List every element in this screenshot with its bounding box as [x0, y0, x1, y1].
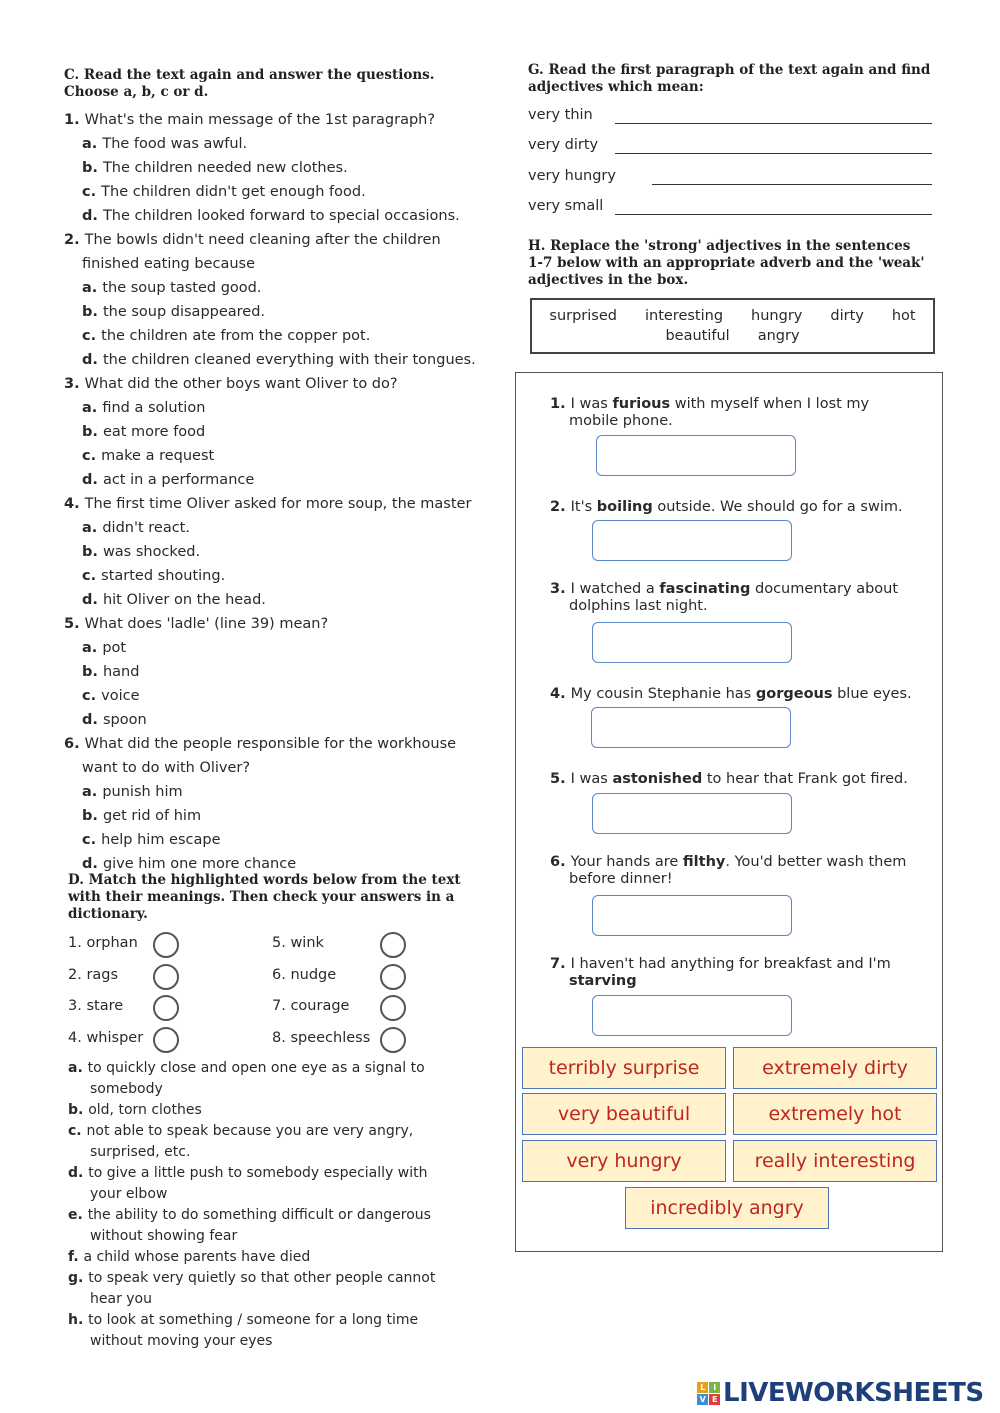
answer-tile[interactable]: really interesting: [733, 1140, 937, 1182]
question-label: The bowls didn't need cleaning after the children: [84, 232, 441, 248]
option-letter: d.: [82, 352, 103, 368]
definition-cont: without showing fear: [90, 1228, 238, 1244]
option-text: The children looked forward to special occasions.: [102, 208, 460, 224]
match-word: [68, 998, 123, 1014]
answer-tile[interactable]: terribly surprise: [522, 1047, 726, 1089]
answer-drop-box[interactable]: [592, 995, 792, 1036]
option-letter: a.: [82, 520, 103, 536]
sentence-number: 4.: [550, 686, 571, 702]
g-answer-line[interactable]: [615, 214, 932, 215]
section-g-heading: [528, 62, 930, 96]
answer-option[interactable]: [64, 132, 476, 156]
definition: [68, 1058, 435, 1100]
definition: [68, 1163, 435, 1205]
sentence-text: My cousin Stephanie has: [570, 686, 756, 702]
g-item-label: very small: [528, 198, 604, 214]
option-letter: a.: [82, 784, 103, 800]
sentence-text: to hear that Frank got fired.: [702, 771, 908, 787]
definition-line: [68, 1268, 435, 1289]
question-label: What's the main message of the 1st paragraph?: [84, 112, 436, 128]
sentence-line: [550, 581, 898, 598]
option-letter: a.: [82, 640, 103, 656]
logo-text: LIVEWORKSHEETS: [723, 1378, 984, 1408]
question-5: [64, 612, 476, 732]
answer-option[interactable]: [64, 828, 476, 852]
option-letter: a.: [82, 136, 103, 152]
section-d-title-line: dictionary.: [68, 906, 148, 922]
sentence-3: [550, 581, 898, 615]
answer-option[interactable]: [64, 636, 476, 660]
sentence-text: I haven't had anything for breakfast and I'm: [570, 956, 891, 972]
option-letter: b.: [82, 424, 103, 440]
sentence-5: [550, 771, 908, 788]
option-text: the children cleaned everything with their tongues.: [102, 352, 476, 368]
section-h-title-line: H. Replace the 'strong' adjectives in the sentences: [528, 238, 911, 254]
answer-option[interactable]: [64, 276, 476, 300]
definition-text: not able to speak because you are very angry,: [86, 1123, 414, 1139]
sentence-6: [550, 854, 906, 888]
answer-option[interactable]: [64, 444, 476, 468]
definition-letter: d.: [68, 1165, 89, 1181]
liveworksheets-logo: [697, 1378, 984, 1408]
option-text: hit Oliver on the head.: [102, 592, 266, 608]
match-word: [272, 935, 324, 951]
option-letter: c.: [82, 328, 102, 344]
match-word: [68, 967, 118, 983]
g-item-label: very dirty: [528, 137, 599, 153]
sentence-line-2: dolphins last night.: [569, 598, 708, 614]
strong-adjective: boiling: [596, 499, 653, 515]
definitions-list: [68, 1058, 435, 1352]
answer-tile[interactable]: incredibly angry: [625, 1187, 829, 1229]
answer-circle[interactable]: [153, 964, 179, 990]
word-label: courage: [290, 998, 350, 1014]
answer-circle[interactable]: [153, 995, 179, 1021]
question-text: [64, 732, 476, 756]
sentence-number: 7.: [550, 956, 571, 972]
option-letter: d.: [82, 712, 103, 728]
word-number: 5.: [272, 935, 291, 951]
option-text: voice: [101, 688, 140, 704]
match-word: [68, 1030, 143, 1046]
sentence-number: 2.: [550, 499, 571, 515]
answer-drop-box[interactable]: [592, 622, 792, 663]
answer-option[interactable]: [64, 780, 476, 804]
word-label: speechless: [290, 1030, 371, 1046]
option-letter: b.: [82, 664, 103, 680]
section-g-title-line: G. Read the first paragraph of the text again and find: [528, 62, 931, 78]
word-label: nudge: [290, 967, 337, 983]
option-letter: a.: [82, 280, 103, 296]
option-letter: d.: [82, 592, 103, 608]
answer-circle[interactable]: [380, 1027, 406, 1053]
sentence-line-2: mobile phone.: [569, 413, 673, 429]
definition-text: old, torn clothes: [88, 1102, 202, 1118]
question-text: [64, 372, 476, 396]
answer-option[interactable]: [64, 420, 476, 444]
option-text: eat more food: [102, 424, 206, 440]
definition-letter: f.: [68, 1249, 84, 1265]
word-number: 3.: [68, 998, 87, 1014]
section-c-heading: [64, 67, 435, 101]
answer-option[interactable]: [64, 588, 476, 612]
question-text-cont: finished eating because: [82, 256, 256, 272]
question-text: [64, 108, 476, 132]
definition-letter: g.: [68, 1270, 89, 1286]
sentence-line: [550, 956, 891, 973]
section-g-title-line: adjectives which mean:: [528, 79, 704, 95]
option-letter: d.: [82, 472, 103, 488]
section-d-title-line: with their meanings. Then check your answers in a: [68, 889, 455, 905]
box-word: beautiful: [665, 328, 730, 344]
answer-option[interactable]: [64, 804, 476, 828]
question-label: What did the other boys want Oliver to do?: [84, 376, 398, 392]
definition-line: [68, 1058, 435, 1079]
sentence-line: [550, 686, 912, 703]
answer-option[interactable]: [64, 396, 476, 420]
sentence-text: I was: [570, 396, 613, 412]
definition-letter: b.: [68, 1102, 89, 1118]
question-label: What did the people responsible for the workhouse: [84, 736, 457, 752]
option-text: the soup disappeared.: [102, 304, 266, 320]
question-number: 6.: [64, 736, 85, 752]
word-number: 4.: [68, 1030, 87, 1046]
option-letter: b.: [82, 160, 103, 176]
definition-line: [68, 1163, 435, 1184]
section-c-title: C. Read the text again and answer the questions.: [64, 67, 435, 83]
option-text: The children needed new clothes.: [102, 160, 348, 176]
sentence-text: I was: [570, 771, 613, 787]
definition-text: to look at something / someone for a long time: [88, 1312, 419, 1328]
word-label: wink: [290, 935, 324, 951]
g-answer-line[interactable]: [615, 123, 932, 124]
question-text: [64, 612, 476, 636]
definition-letter: e.: [68, 1207, 88, 1223]
word-label: orphan: [86, 935, 138, 951]
sentence-text: blue eyes.: [832, 686, 912, 702]
answer-option[interactable]: [64, 564, 476, 588]
option-text: pot: [102, 640, 127, 656]
box-word: surprised: [549, 308, 617, 324]
option-letter: d.: [82, 856, 103, 872]
answer-option[interactable]: [64, 540, 476, 564]
question-label: The first time Oliver asked for more soup, the master: [84, 496, 472, 512]
g-item-label: very thin: [528, 107, 593, 123]
question-6: [64, 732, 476, 876]
definition-line: [68, 1247, 435, 1268]
sentence-line: [550, 854, 906, 871]
match-word: [272, 1030, 370, 1046]
word-label: whisper: [86, 1030, 144, 1046]
answer-circle[interactable]: [380, 995, 406, 1021]
g-answer-line[interactable]: [615, 153, 932, 154]
option-letter: c.: [82, 448, 102, 464]
answer-option[interactable]: [64, 684, 476, 708]
option-letter: c.: [82, 688, 102, 704]
answer-option[interactable]: [64, 180, 476, 204]
sentence-text: Your hands are: [570, 854, 683, 870]
question-number: 4.: [64, 496, 85, 512]
answer-option[interactable]: [64, 324, 476, 348]
question-text: [64, 228, 476, 252]
word-label: rags: [86, 967, 119, 983]
sentence-line: [550, 771, 908, 788]
option-text: punish him: [102, 784, 183, 800]
section-h-title-line: adjectives in the box.: [528, 272, 689, 288]
answer-drop-box[interactable]: [592, 793, 792, 834]
answer-tile[interactable]: extremely hot: [733, 1093, 937, 1135]
option-letter: b.: [82, 544, 103, 560]
definition-text: a child whose parents have died: [83, 1249, 311, 1265]
option-text: started shouting.: [101, 568, 226, 584]
sentence-number: 6.: [550, 854, 571, 870]
definition-line: [68, 1121, 435, 1142]
sentence-text: . You'd better wash them: [725, 854, 907, 870]
word-number: 7.: [272, 998, 291, 1014]
definition-cont: hear you: [90, 1291, 152, 1307]
option-text: get rid of him: [102, 808, 202, 824]
definition-text: to quickly close and open one eye as a signal to: [87, 1060, 425, 1076]
option-letter: c.: [82, 832, 102, 848]
question-text-cont: want to do with Oliver?: [82, 760, 251, 776]
strong-adjective: filthy: [682, 854, 726, 870]
question-text: [64, 492, 476, 516]
sentence-2: [550, 499, 903, 516]
strong-adjective: furious: [612, 396, 671, 412]
definition: [68, 1100, 435, 1121]
answer-option[interactable]: [64, 348, 476, 372]
definition-letter: c.: [68, 1123, 87, 1139]
answer-option[interactable]: [64, 300, 476, 324]
definition: [68, 1205, 435, 1247]
option-text: The food was awful.: [102, 136, 248, 152]
sentence-line-2: before dinner!: [569, 871, 673, 887]
word-number: 2.: [68, 967, 87, 983]
section-d-title-line: D. Match the highlighted words below from the text: [68, 872, 461, 888]
definition: [68, 1121, 435, 1163]
option-text: make a request: [101, 448, 215, 464]
option-text: find a solution: [102, 400, 206, 416]
option-text: give him one more chance: [102, 856, 297, 872]
option-text: The children didn't get enough food.: [101, 184, 366, 200]
definition-text: the ability to do something difficult or dangerous: [87, 1207, 431, 1223]
answer-circle[interactable]: [380, 932, 406, 958]
option-text: the children ate from the copper pot.: [101, 328, 371, 344]
answer-drop-box[interactable]: [592, 895, 792, 936]
answer-option[interactable]: [64, 708, 476, 732]
definition: [68, 1247, 435, 1268]
definition-cont: your elbow: [90, 1186, 168, 1202]
box-word: hungry: [751, 308, 803, 324]
match-word: [68, 935, 138, 951]
match-word: [272, 967, 336, 983]
definition-cont: somebody: [90, 1081, 163, 1097]
answer-circle[interactable]: [153, 1027, 179, 1053]
question-2: [64, 228, 476, 372]
option-letter: b.: [82, 808, 103, 824]
answer-tile[interactable]: extremely dirty: [733, 1047, 937, 1089]
section-c-questions: [64, 108, 476, 876]
logo-badge-icon: L I V E: [697, 1382, 720, 1405]
definition: [68, 1268, 435, 1310]
question-1: [64, 108, 476, 228]
match-word: [272, 998, 349, 1014]
sentence-line: [550, 499, 903, 516]
answer-option[interactable]: [64, 468, 476, 492]
box-word: angry: [757, 328, 800, 344]
option-text: hand: [102, 664, 140, 680]
word-label: stare: [86, 998, 124, 1014]
definition-cont: surprised, etc.: [90, 1144, 191, 1160]
strong-adjective: fascinating: [659, 581, 751, 597]
definition-line: [68, 1310, 435, 1331]
question-number: 3.: [64, 376, 85, 392]
sentence-4: [550, 686, 912, 703]
answer-option[interactable]: [64, 516, 476, 540]
question-number: 2.: [64, 232, 85, 248]
option-text: act in a performance: [102, 472, 255, 488]
sentence-line-2: starving: [569, 973, 637, 989]
sentence-line: [550, 396, 869, 413]
answer-circle[interactable]: [153, 932, 179, 958]
answer-drop-box[interactable]: [591, 707, 791, 748]
word-box: [530, 298, 935, 354]
definition-line: [68, 1205, 435, 1226]
sentence-text: documentary about: [750, 581, 899, 597]
definition-letter: a.: [68, 1060, 88, 1076]
box-word: interesting: [644, 308, 724, 324]
answer-drop-box[interactable]: [592, 520, 792, 561]
definition-text: to speak very quietly so that other people cannot: [88, 1270, 436, 1286]
option-text: help him escape: [101, 832, 221, 848]
answer-circle[interactable]: [380, 964, 406, 990]
option-text: was shocked.: [102, 544, 201, 560]
option-letter: b.: [82, 304, 103, 320]
question-number: 5.: [64, 616, 85, 632]
sentence-number: 5.: [550, 771, 571, 787]
box-word: hot: [891, 308, 916, 324]
option-text: the soup tasted good.: [102, 280, 262, 296]
question-label: What does 'ladle' (line 39) mean?: [84, 616, 329, 632]
g-answer-line[interactable]: [652, 184, 932, 185]
answer-option[interactable]: [64, 660, 476, 684]
answer-tile[interactable]: very hungry: [522, 1140, 726, 1182]
option-letter: c.: [82, 568, 102, 584]
definition-line: [68, 1100, 435, 1121]
strong-adjective: astonished: [612, 771, 703, 787]
sentence-number: 1.: [550, 396, 571, 412]
sentence-number: 3.: [550, 581, 571, 597]
section-d-heading: [68, 872, 461, 923]
definition-text: to give a little push to somebody especially with: [88, 1165, 428, 1181]
answer-option[interactable]: [64, 156, 476, 180]
option-text: spoon: [102, 712, 147, 728]
option-letter: d.: [82, 208, 103, 224]
g-item-label: very hungry: [528, 168, 616, 184]
answer-drop-box[interactable]: [596, 435, 796, 476]
strong-adjective: gorgeous: [755, 686, 833, 702]
definition: [68, 1310, 435, 1352]
word-number: 8.: [272, 1030, 291, 1046]
sentence-text: I watched a: [570, 581, 660, 597]
option-letter: c.: [82, 184, 102, 200]
option-text: didn't react.: [102, 520, 190, 536]
question-3: [64, 372, 476, 492]
question-number: 1.: [64, 112, 85, 128]
section-c-subtitle: Choose a, b, c or d.: [64, 84, 209, 100]
definition-cont: without moving your eyes: [90, 1333, 273, 1349]
section-h-title-line: 1-7 below with an appropriate adverb and the 'weak': [528, 255, 925, 271]
sentence-1: [550, 396, 869, 430]
sentence-text: with myself when I lost my: [670, 396, 870, 412]
sentence-text: outside. We should go for a swim.: [652, 499, 903, 515]
box-word: dirty: [830, 308, 864, 324]
word-number: 6.: [272, 967, 291, 983]
answer-tile[interactable]: very beautiful: [522, 1093, 726, 1135]
answer-option[interactable]: [64, 204, 476, 228]
option-letter: a.: [82, 400, 103, 416]
sentence-text: It's: [570, 499, 597, 515]
definition-letter: h.: [68, 1312, 89, 1328]
word-number: 1.: [68, 935, 87, 951]
question-4: [64, 492, 476, 612]
section-h-heading: [528, 238, 925, 289]
sentence-7: [550, 956, 891, 990]
